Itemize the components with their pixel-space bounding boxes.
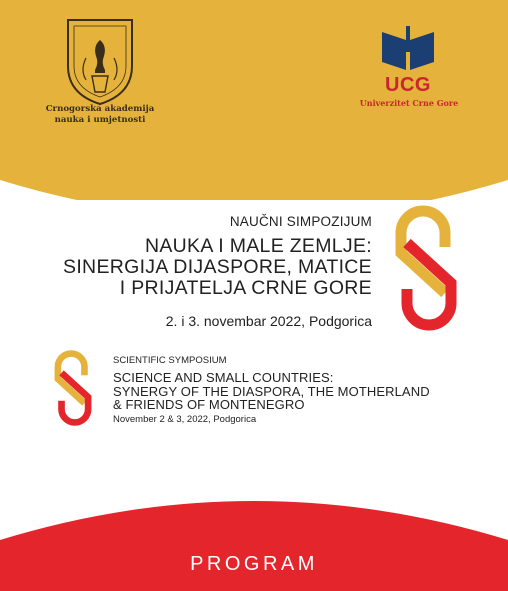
cana-caption-line2: nauka i umjetnosti (54, 115, 146, 125)
cana-caption (40, 104, 160, 126)
symposium-date-en: November 2 & 3, 2022, Podgorica (113, 414, 257, 425)
cana-seal-icon (62, 14, 138, 106)
symposium-title-en (113, 371, 430, 412)
title-me-line1: NAUKA I MALE ZEMLJE: (144, 235, 372, 257)
title-en-line2: SYNERGY OF THE DIASPORA, THE MOTHERLAND (113, 383, 430, 399)
double-s-symbol-icon (47, 348, 99, 428)
cana-caption-line1: Crnogorska akademija (45, 104, 155, 114)
title-en-line3: & FRIENDS OF MONTENEGRO (113, 397, 305, 412)
program-heading: PROGRAM (190, 553, 318, 575)
ucg-subtitle: Univerzitet Crne Gore (359, 98, 459, 108)
bottom-red-band (0, 500, 508, 591)
title-me-line2: SINERGIJA DIJASPORE, MATICE (63, 256, 372, 278)
symposium-date-me: 2. i 3. novembar 2022, Podgorica (165, 313, 372, 329)
title-en-line1: SCIENCE AND SMALL COUNTRIES: (113, 370, 334, 385)
open-book-icon (380, 26, 436, 72)
double-s-symbol-icon (383, 203, 469, 333)
symposium-title-me (63, 236, 372, 299)
symposium-label-me: NAUČNI SIMPOZIJUM (229, 214, 372, 229)
ucg-wordmark: UCG (385, 74, 431, 96)
symposium-label-en: SCIENTIFIC SYMPOSIUM (113, 355, 227, 366)
title-me-line3: I PRIJATELJA CRNE GORE (119, 277, 372, 299)
